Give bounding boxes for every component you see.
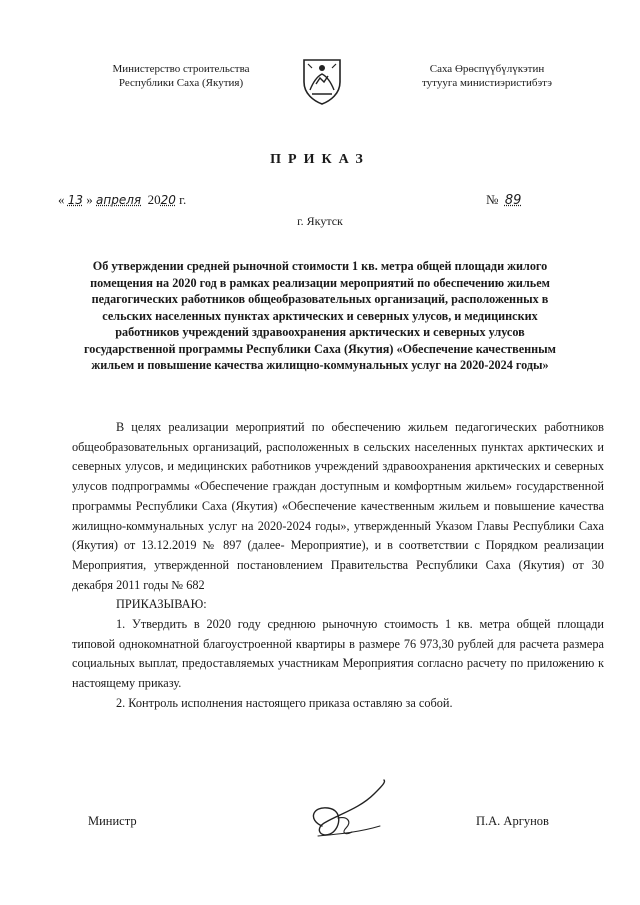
document-body [72,418,604,714]
date-day: 13 [67,193,84,207]
order-item-1: 1. Утвердить в 2020 году среднюю рыночную стоимость 1 кв. метра общей площади типовой однокомнатной благоустроенной квартиры в размере 76 973,30 рублей для расчета размера социальных выплат, предоставляемых участникам Мероприятия согласно расчету по приложению к настоящему приказу. [72,617,604,691]
date-month: апреля [96,193,142,207]
date-open-quote: « [58,192,65,207]
ministry-ru-line2: Республики Саха (Якутия) [118,77,244,89]
document-title: Об утверждении средней рыночной стоимости 1 кв. метра общей площади жилого помещения на 2020 год в рамках реализации мероприятий по обеспечению жильем педагогических работников общеобразовательных организаций, расположенных в сельских населенных пунктах арктических и северных улусов, и медицинских работников учреждений здравоохранения арктических и северных улусов государственной программы Республики Саха (Якутия) «Обеспечение качественным жильем и повышение качества жилищно-коммунальных услуг на 2020-2024 годы» [84,259,556,372]
signatory-role: Министр [88,814,137,828]
number-label: № [486,192,499,207]
signatory-name: П.А. Аргунов [476,814,549,828]
date-year-suffix: 20 [160,193,176,207]
date-close-quote: » [86,192,93,207]
order-number [486,192,586,208]
ministry-ru-line1: Министерство строительства [112,63,250,75]
ministry-name-sakha [392,62,582,90]
order-title: ПРИКАЗ [270,152,370,167]
orders-keyword: ПРИКАЗЫВАЮ: [116,597,207,612]
ministry-name-russian [86,62,276,90]
order-item-2: 2. Контроль исполнения настоящего приказа оставляю за собой. [116,695,453,710]
date-year-prefix: 20 [147,192,161,207]
coat-of-arms-icon [300,56,344,106]
ministry-sakha-line2: тутууга министиэристибэтэ [422,77,552,89]
order-city: г. Якутск [297,214,343,228]
handwritten-signature [300,776,410,846]
number-value: 89 [504,193,522,208]
date-year-abbrev: г. [179,192,187,207]
intro-paragraph: В целях реализации мероприятий по обеспечению жильем педагогических работников общеобразовательных организаций, расположенных в сельских населенных пунктах арктических и северных улусов, и медицинских работников учреждений здравоохранения арктических и северных улусов подпрограммы «Обеспечение граждан доступным и комфортным жильем» государственной программы Республики Саха (Якутия) «Обеспечение качественным жильем и повышение качества жилищно-коммунальных услуг на 2020-2024 годы», утвержденный Указом Главы Республики Саха (Якутия) от 13.12.2019 № 897 (далее- Мероприятие), и в соответствии с Порядком реализации Мероприятия, утвержденной постановлением Правительства Республики Саха (Якутия) от 30 декабря 2011 годы № 682 [72,420,604,592]
order-date [58,192,278,208]
ministry-sakha-line1: Саха Өрөспүүбүлүкэтин [429,63,545,75]
